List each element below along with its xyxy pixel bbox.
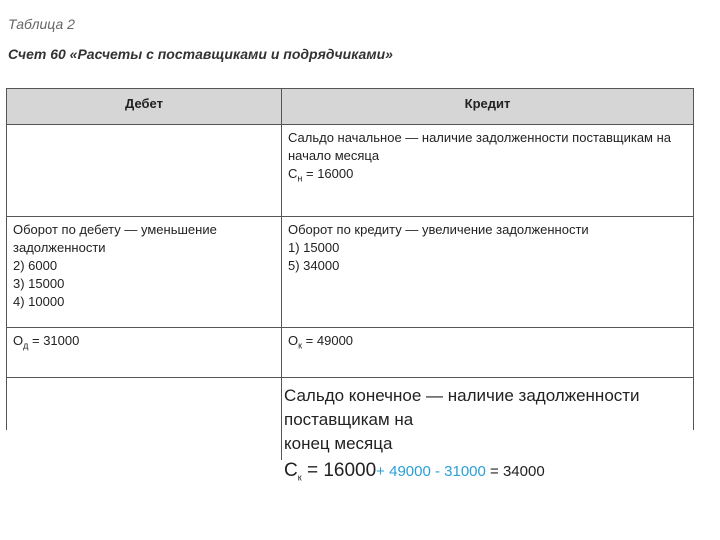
account-title: Счет 60 «Расчеты с поставщиками и подрядчиками» xyxy=(8,46,393,62)
credit-turnover-line: Оборот по кредиту — увеличение задолженности xyxy=(288,222,589,237)
table-row-opening-balance xyxy=(6,125,694,217)
closing-balance xyxy=(284,384,720,484)
table-middle-border-extension xyxy=(281,378,282,460)
opening-balance-text-2: начало месяца xyxy=(288,148,380,163)
table-caption: Таблица 2 xyxy=(8,16,75,32)
credit-turnover-line: 5) 34000 xyxy=(288,258,340,273)
debit-turnover-line: задолженности xyxy=(13,240,106,255)
credit-cell-turnover xyxy=(282,217,693,327)
table-header-row xyxy=(6,88,694,125)
closing-balance-text-2: конец месяца xyxy=(284,434,393,453)
header-credit: Кредит xyxy=(464,96,511,111)
table-row-totals xyxy=(6,328,694,378)
opening-balance-value: $С_н = 16000$ xyxy=(288,166,354,184)
debit-cell-turnover xyxy=(7,217,282,327)
closing-balance-calculation: + 49000 - 31000 xyxy=(376,463,486,480)
opening-balance-text-1: Сальдо начальное — наличие задолженности поставщикам на xyxy=(288,130,672,145)
credit-turnover-line: 1) 15000 xyxy=(288,240,340,255)
debit-cell-empty xyxy=(7,125,282,216)
header-debit: Дебет xyxy=(7,89,282,124)
credit-cell-opening-balance xyxy=(282,125,693,216)
closing-balance-text-1: Сальдо конечное — наличие задолженности поставщикам на xyxy=(284,386,640,429)
debit-turnover-line: 2) 6000 xyxy=(13,258,58,273)
debit-total: $О_д = 31000$ xyxy=(7,328,282,377)
debit-turnover-line: 3) 15000 xyxy=(13,276,65,291)
table-row-turnover xyxy=(6,217,694,328)
credit-total: $О_к = 49000$ xyxy=(288,333,354,351)
debit-turnover-line: 4) 10000 xyxy=(13,294,65,309)
account-table xyxy=(6,88,694,378)
table-left-border-extension xyxy=(6,378,7,430)
debit-turnover-line: Оборот по дебету — уменьшение xyxy=(13,222,217,237)
closing-balance-formula: $С_к = 16000+ 49000 - 31000 = 34000$ xyxy=(284,460,545,483)
